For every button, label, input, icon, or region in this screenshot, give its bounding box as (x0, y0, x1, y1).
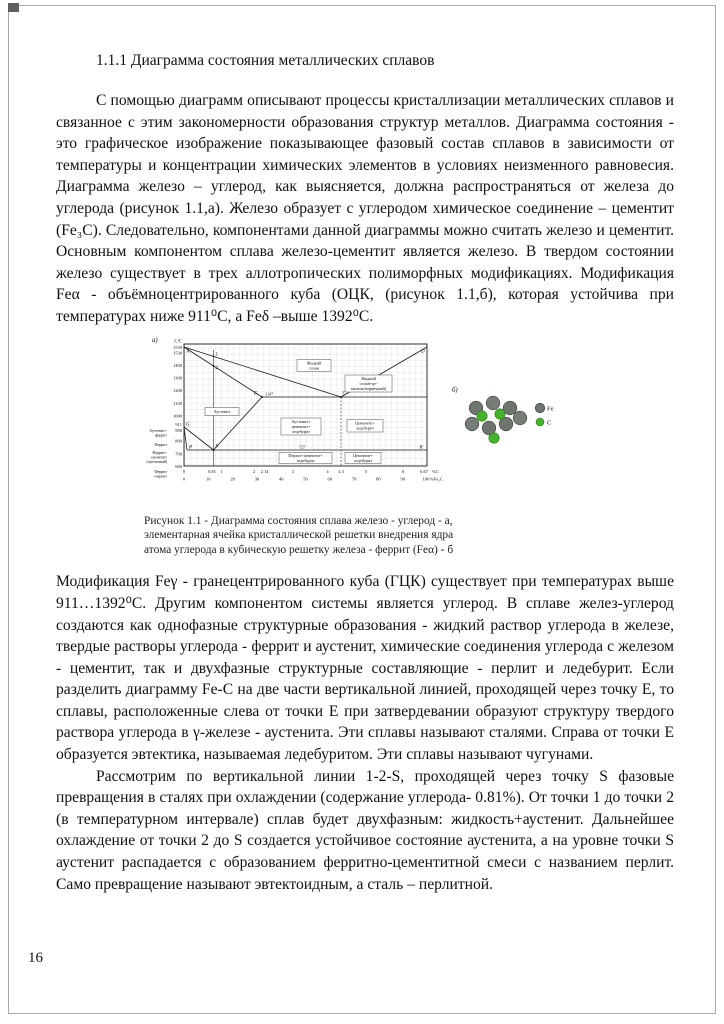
y-tick-label: 1200 (173, 387, 182, 393)
x-tick-label: 6.67 (420, 468, 428, 474)
x-tick-label: 4 (326, 468, 329, 474)
crystal-legend (535, 403, 553, 426)
legend-c-label: C (547, 419, 552, 427)
x-tick-label: 6 (401, 468, 405, 474)
y-tick-label: 600 (175, 463, 182, 469)
y-tick-label: 800 (175, 438, 182, 444)
x-tick-label-fe3c: 90 (400, 476, 405, 482)
y-axis-title: T,⁰C (173, 338, 182, 344)
figure-caption (144, 514, 674, 558)
legend-fe-icon (535, 403, 545, 413)
legend-fe-label: Fe (547, 405, 554, 413)
x-tick-label-fe3c: 0 (182, 476, 186, 482)
x-tick-label: 4.3 (338, 468, 344, 474)
document-page (56, 52, 674, 895)
region-label-cem-led: Цементит+ (355, 420, 375, 426)
region-label-aust-cem-led: цементит+ (291, 423, 311, 429)
region-label-perlite-cem-led: Перлит+цементит+ (288, 452, 323, 458)
body-paragraph-1: С помощью диаграмм описывают процессы кристаллизации металлических сплавов и связанное с этим закономерности образования структур металлов. Диаграмма состояния - это графическое изображение показывающее фазовый состав сплавов в зависимости от температуры и концентрации химических элементов в условиях неизменного равновесия. Диаграмма железо – углерод, как выясняется, должна распространяться от железа до углерода (рисунок 1.1,а). Железо образует с углеродом химическое соединение – цементит (Fe₃C). Следовательно, компонентами данной диаграммы можно считать железо и цементит. Основным компонентом сплава железо-цементит является железо. В твердом состоянии железо существует в трех аллотропических полиморфных модификациях. Модификация Feα - объёмноцентрированного куба (ОЦК, (рисунок 1.1,б), которая устойчива при температурах ниже 911⁰С, а Feδ –выше 1392⁰С. (56, 92, 674, 325)
y-tick-label: 1300 (173, 375, 182, 381)
left-label-aust-ferrite: феррит (155, 433, 167, 438)
figure-1-1 (142, 336, 674, 508)
caption-line: Рисунок 1.1 - Диаграмма состояния сплава железо - углерод - а, (144, 514, 453, 527)
region-label-aust-cem-led: ледебурит (291, 428, 311, 434)
point-label-2: 2 (215, 365, 218, 371)
left-label-aust-ferrite: Аустенит+ (149, 428, 167, 433)
left-label-ferrite-cementite: (третичный) (146, 459, 167, 464)
region-label-liquid-cementite: ментит(первичный) (350, 385, 387, 391)
x-tick-label-fe3c: 30 (254, 476, 260, 482)
point-s-marker (213, 449, 215, 451)
x-tick-label: 0.81 (208, 468, 216, 474)
scan-corner-artifact (8, 3, 19, 12)
body-paragraph-2: Модификация Feγ - гранецентрированного куба (ГЦК) существует при температурах выше 911…1392⁰С. Другим компонентом системы является углерод. В сплаве желез-углерод создаются как однофазные структурные образования - жидкий раствор углерода в железе, твердые растворы углерода - феррит и аустенит, химические соединения углерода с железом - цементит, так и двухфазные структурные составляющие - перлит и ледебурит. Если разделить диаграмму Fe-C на две части вертикальной линией, проходящей через точку E, то сплавы, расположенные слева от точки E при затвердевании образуют структуру твердого раствора углерода в γ-железе - аустенита. Эти сплавы называют сталями. Справа от точки E образуется эвтектика, называемая ледебуритом. Эти сплавы называют чугунами. (56, 573, 674, 764)
region-label-liquid-cementite: сплав+це- (359, 380, 378, 386)
x-tick-label: 5 (364, 468, 368, 474)
x-tick-label: 2.14 (260, 468, 269, 474)
y-tick-label: 1100 (173, 400, 182, 406)
phase-diagram (142, 336, 444, 508)
y-tick-label: 1530 (173, 350, 182, 356)
point-label-d: D (421, 349, 425, 355)
body-paragraph-3: Рассмотрим по вертикальной линии 1-2-S, проходящей через точку S фазовые превращения в сталях при охлаждении (содержание углерода- 0.81%). От точки 1 до точки 2 (в температурном интервале) сплав будет двухфазным: жидкость+аустенит. Дальнейшее охлаждение от точки 2 до S создается устойчивое состояние аустенита, а на уровне точки S аустенит распадается с образованием ферритно-цементитной смеси с названием перлит. Само превращение называют эвтектоидным, а сталь – перлитной. (56, 767, 674, 893)
region-label-liquid-cementite: Жидкий (361, 375, 376, 381)
x-tick-label-fe3c: 70 (351, 476, 357, 482)
region-label-cem-led: ледебурит (355, 425, 375, 431)
region-label-austenite: Аустенит (213, 408, 231, 414)
point-2-marker (213, 365, 215, 367)
legend-c-icon (536, 418, 544, 426)
temp-727-label: 727 (298, 444, 306, 450)
x-tick-label-fe3c: 100 (422, 476, 430, 482)
region-label-perlite-cem-led: ледебурит (296, 457, 315, 463)
x-tick-label-fe3c: 60 (327, 476, 333, 482)
caption-line: атома углерода в кубическую решетку железа - феррит (Feα) - б (144, 543, 454, 556)
left-label-ferrite-cementite: цементит (151, 455, 167, 460)
point-1-marker (213, 355, 215, 357)
point-label-s: S (215, 444, 218, 450)
region-label-liquid: Жидкий (306, 360, 322, 366)
left-label-ferrite-cementite: Феррит+ (152, 450, 167, 455)
section-heading: 1.1.1 Диаграмма состояния металлических сплавов (96, 52, 435, 69)
x-tick-label: 0 (182, 468, 186, 474)
point-e-marker (261, 396, 263, 398)
x-axis-title-fe3c: %Fe₃C (430, 476, 443, 482)
x-tick-label-fe3c: 50 (303, 476, 308, 482)
y-tick-label: 1539 (173, 344, 182, 350)
y-tick-label: 900 (175, 427, 182, 433)
x-tick-label-fe3c: 40 (278, 476, 284, 482)
y-tick-label: 1000 (173, 413, 182, 419)
point-label-k: K (419, 445, 423, 451)
temp-1147-label: 1147 (265, 391, 274, 397)
point-label-e: E (253, 391, 257, 397)
figure-part-a-label: а) (152, 336, 158, 344)
point-label-p: P (189, 445, 193, 451)
x-tick-label-fe3c: 80 (376, 476, 381, 482)
left-label-ferrite-perlite: Феррит (154, 469, 167, 474)
region-label-cem-led-2: ледебурит (353, 457, 373, 463)
figure-part-b-label: б) (452, 386, 458, 394)
region-label-aust-cem-led: Аустенит+ (291, 418, 311, 424)
crystal-structure (450, 380, 570, 458)
region-label-liquid: сплав (308, 365, 320, 371)
point-label-1: 1 (215, 352, 218, 358)
point-label-g: G (186, 422, 190, 428)
x-tick-label-fe3c: 10 (206, 476, 211, 482)
caption-line: элементарная ячейка кристаллической решетки внедрения ядра (144, 529, 454, 542)
x-tick-label-fe3c: 20 (230, 476, 235, 482)
y-tick-label: 700 (175, 450, 182, 456)
page-number: 16 (28, 950, 43, 966)
x-axis-title-c: %C (432, 468, 439, 474)
left-label-ferrite: Феррит (154, 442, 167, 447)
point-label-a: A (186, 349, 190, 355)
left-label-ferrite-perlite: +перлит (153, 474, 167, 479)
point-label-c: C (342, 391, 346, 397)
x-tick-label: 2 (252, 468, 256, 474)
y-tick-label: 911 (175, 421, 182, 427)
region-label-cem-led-2: Цементит+ (353, 452, 373, 458)
x-tick-label: 3 (291, 468, 295, 474)
y-tick-label: 1400 (173, 362, 182, 368)
x-tick-label: 1 (220, 468, 223, 474)
